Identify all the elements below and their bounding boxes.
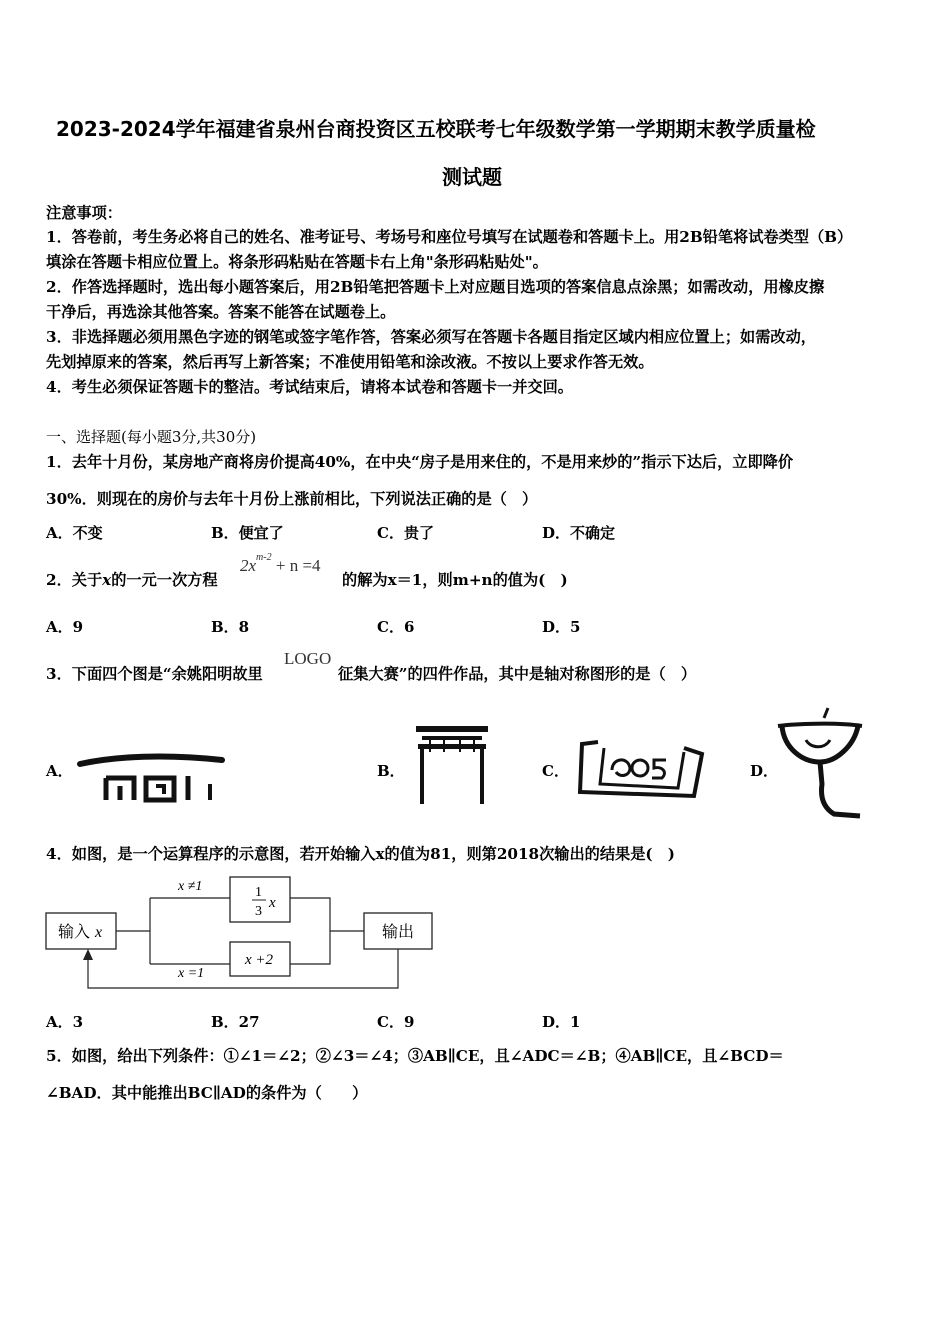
logo-b-image xyxy=(414,722,490,806)
logo-d-image xyxy=(776,704,866,820)
notice-line: 干净后，再选涂其他答案。答案不能答在试题卷上。 xyxy=(46,303,396,321)
q4-option-c: C．9 xyxy=(377,1013,415,1031)
q1-option-c: C．贵了 xyxy=(377,524,434,542)
notice-line: 1．答卷前，考生务必将自己的姓名、准考证号、考场号和座位号填写在试题卷和答题卡上。用2B铅笔将试卷类型（B） xyxy=(46,228,853,246)
q3-logo-word: LOGO xyxy=(284,649,332,668)
notice-line: 3．非选择题必须用黑色字迹的钢笔或签字笔作答，答案必须写在答题卡各题目指定区域内相应位置上；如需改动， xyxy=(46,328,816,346)
q1-line-2: 30%．则现在的房价与去年十月份上涨前相比，下列说法正确的是（ ） xyxy=(46,490,538,508)
notice-line: 先划掉原来的答案，然后再写上新答案；不准使用铅笔和涂改液。不按以上要求作答无效。 xyxy=(46,353,654,371)
logo-c-image xyxy=(574,734,708,800)
diagram-input-var: x xyxy=(95,924,103,941)
diagram-bottom-expr: x +2 xyxy=(245,952,274,968)
notice-line: 4．考生必须保证答题卡的整洁。考试结束后，请将本试卷和答题卡一并交回。 xyxy=(46,378,573,396)
diagram-output-label: 输出 xyxy=(382,924,415,941)
q4-flow-diagram xyxy=(40,868,440,994)
diagram-arrow-head xyxy=(83,949,93,960)
q4-option-b: B．27 xyxy=(211,1013,260,1031)
q2-question xyxy=(46,569,218,590)
q2-prefix: 2．关于 xyxy=(46,571,103,589)
q1-option-b: B．便宜了 xyxy=(211,524,284,542)
q1-line-1: 1．去年十月份，某房地产商将房价提高40%，在中央“房子是用来住的，不是用来炒的”指示下达后，立即降价 xyxy=(46,453,794,471)
q2-formula-base: 2x xyxy=(240,556,257,575)
diagram-top-den: 3 xyxy=(255,904,262,919)
diagram-cond-top: x ≠1 xyxy=(178,879,203,894)
diagram-input-label: 输入 xyxy=(58,924,91,941)
q4-option-a: A．3 xyxy=(46,1013,84,1031)
diagram-top-num: 1 xyxy=(255,885,262,900)
title-line-1: 2023-2024学年福建省泉州台商投资区五校联考七年级数学第一学期期末教学质量检 xyxy=(56,117,816,141)
section-heading: 一、选择题(每小题3分,共30分) xyxy=(46,428,257,446)
q2-var: x xyxy=(102,571,112,589)
q2-formula xyxy=(240,552,321,576)
notice-line: 填涂在答题卡相应位置上。将条形码粘贴在答题卡右上角"条形码粘贴处"。 xyxy=(46,253,548,271)
q3-option-b: B． xyxy=(377,762,405,780)
q3-prefix: 3．下面四个图是“余姚阳明故里 xyxy=(46,665,263,683)
q3-suffix: 征集大赛”的四件作品，其中是轴对称图形的是（ ） xyxy=(338,665,697,683)
q2-formula-rest: + n =4 xyxy=(275,556,321,575)
q5-line-1: 5．如图，给出下列条件：①∠1＝∠2；②∠3＝∠4；③AB∥CE，且∠ADC＝∠B；④AB∥CE，且∠BCD＝ xyxy=(46,1047,784,1065)
q1-option-d: D．不确定 xyxy=(542,524,616,542)
q2-suffix: 的解为x＝1，则m+n的值为( ) xyxy=(342,571,568,589)
q5-line-2: ∠BAD．其中能推出BC∥AD的条件为（ ） xyxy=(46,1084,368,1102)
title-line-2: 测试题 xyxy=(442,165,502,189)
logo-a-image xyxy=(76,748,226,806)
q4-question: 4．如图，是一个运算程序的示意图，若开始输入x的值为81，则第2018次输出的结果是( ) xyxy=(46,845,675,863)
q3-option-d: D． xyxy=(750,762,779,780)
q4-option-d: D．1 xyxy=(542,1013,581,1031)
q3-option-a: A． xyxy=(46,762,73,780)
notice-heading: 注意事项： xyxy=(46,204,122,222)
q2-option-b: B．8 xyxy=(211,618,250,636)
q2-mid: 的一元一次方程 xyxy=(111,571,218,589)
diagram-top-var: x xyxy=(269,895,276,911)
notice-line: 2．作答选择题时，选出每小题答案后，用2B铅笔把答题卡上对应题目选项的答案信息点涂黑；如需改动，用橡皮擦 xyxy=(46,278,825,296)
q3-option-c: C． xyxy=(542,762,569,780)
q2-option-a: A．9 xyxy=(46,618,84,636)
q1-option-a: A．不变 xyxy=(46,524,103,542)
q2-formula-exp: m-2 xyxy=(256,552,272,564)
q2-option-d: D．5 xyxy=(542,618,581,636)
q2-option-c: C．6 xyxy=(377,618,415,636)
diagram-cond-bottom: x =1 xyxy=(178,966,205,981)
